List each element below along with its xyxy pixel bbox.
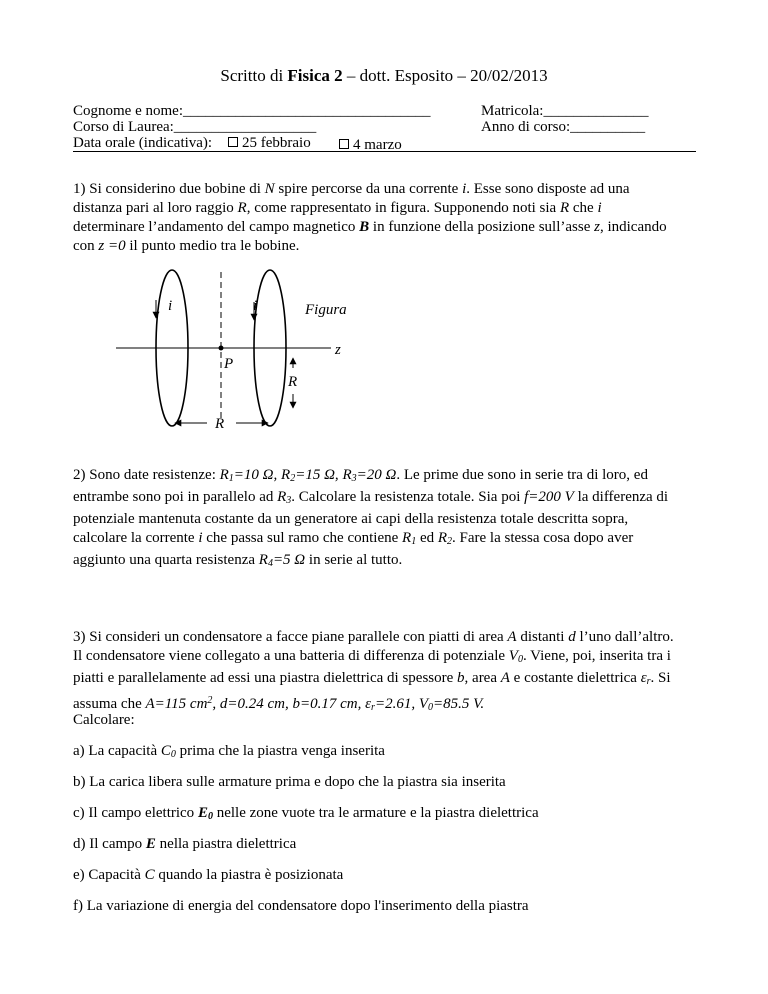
problem-3-line-3: piatti e parallelamente ad essi una piastra dielettrica di spessore b, area A e costante dielettrica $\varepsilon_r$. Si <box>73 670 671 687</box>
oral-date-label: Data orale (indicativa): <box>73 135 213 151</box>
question-b: b) La carica libera sulle armature prima e dopo che la piastra sia inserita <box>73 774 506 790</box>
problem-3-line-2: Il condensatore viene collegato a una batteria di differenza di potenziale $V_0$. Viene, poi, inserita tra i <box>73 648 671 665</box>
problem-1-line-2: distanza pari al loro raggio R, come rappresentato in figura. Supponendo noti sia R che i <box>73 200 602 216</box>
oral-option-feb-label: 25 febbraio <box>242 135 311 151</box>
question-c: c) Il campo elettrico $E_0$ nelle zone vuote tra le armature e la piastra dielettrica <box>73 805 539 822</box>
problem-3-line-1: 3) Si consideri un condensatore a facce piane parallele con piatti di area A distanti d l’uno dall’altro. <box>73 629 674 645</box>
question-f: f) La variazione di energia del condensatore dopo l'inserimento della piastra <box>73 898 529 914</box>
problem-2-line-5: aggiunto una quarta resistenza $R_4=5$ Ω in serie al tutto. <box>73 552 403 569</box>
problem-2-line-1: 2) Sono date resistenze: $R_1=10$ Ω, $R_2=15$ Ω, $R_3=20$ Ω. Le prime due sono in serie tra di loro, ed <box>73 467 648 484</box>
problem-2-line-2: entrambe sono poi in parallelo ad $R_3$. Calcolare la resistenza totale. Sia poi f=200 V la differenza di <box>73 489 669 506</box>
fig-label-i-left: i <box>168 298 173 314</box>
problem-2-line-4: calcolare la corrente i che passa sul ramo che contiene $R_1$ ed $R_2$. Fare la stessa cosa dopo aver <box>73 530 634 547</box>
fig-label-distance: R <box>215 416 225 432</box>
problem-2-line-3: potenziale mantenuta costante da un generatore ai capi della resistenza totale descritta sopra, <box>73 511 629 527</box>
name-field[interactable]: Cognome e nome:_________________________________ <box>73 103 431 119</box>
fig-label-i-right: i <box>253 298 258 314</box>
course-field[interactable]: Corso di Laurea:___________________ <box>73 119 317 135</box>
problem-1-line-1: 1) Si considerino due bobine di N spire percorse da una corrente i. Esse sono disposte ad una <box>73 181 630 197</box>
question-e: e) Capacità C quando la piastra è posizionata <box>73 867 344 883</box>
point-p-dot <box>219 346 224 351</box>
fig-label-p: P <box>224 356 234 372</box>
fig-label-z: z <box>335 342 341 358</box>
problem-2-text <box>73 466 698 573</box>
matricola-field[interactable]: Matricola:______________ <box>481 103 649 119</box>
problem-3-text <box>73 628 698 717</box>
title-suffix: – dott. Esposito – 20/02/2013 <box>342 66 548 85</box>
problem-1-line-4: con z =0 il punto medio tra le bobine. <box>73 238 300 254</box>
question-d: d) Il campo E nella piastra dielettrica <box>73 836 297 852</box>
fig-caption: Figura <box>305 302 347 318</box>
problem-1-line-3: determinare l’andamento del campo magnetico B in funzione della posizione sull’asse z, indicando <box>73 219 667 235</box>
calc-heading: Calcolare: <box>73 712 135 728</box>
year-field[interactable]: Anno di corso:__________ <box>481 119 646 135</box>
question-a: a) La capacità $C_0$ prima che la piastra venga inserita <box>73 743 385 760</box>
fig-label-radius: R <box>288 374 298 390</box>
title-prefix: Scritto di <box>220 66 288 85</box>
problem-3-line-4: assuma che A=115 $cm^2$, d=0.24 cm, b=0.17 cm, $\varepsilon_r=2.61$, $V_0=85.5$ V. <box>73 695 485 713</box>
title-subject: Fisica 2 <box>287 66 343 85</box>
oral-option-mar-label: 4 marzo <box>353 137 402 153</box>
